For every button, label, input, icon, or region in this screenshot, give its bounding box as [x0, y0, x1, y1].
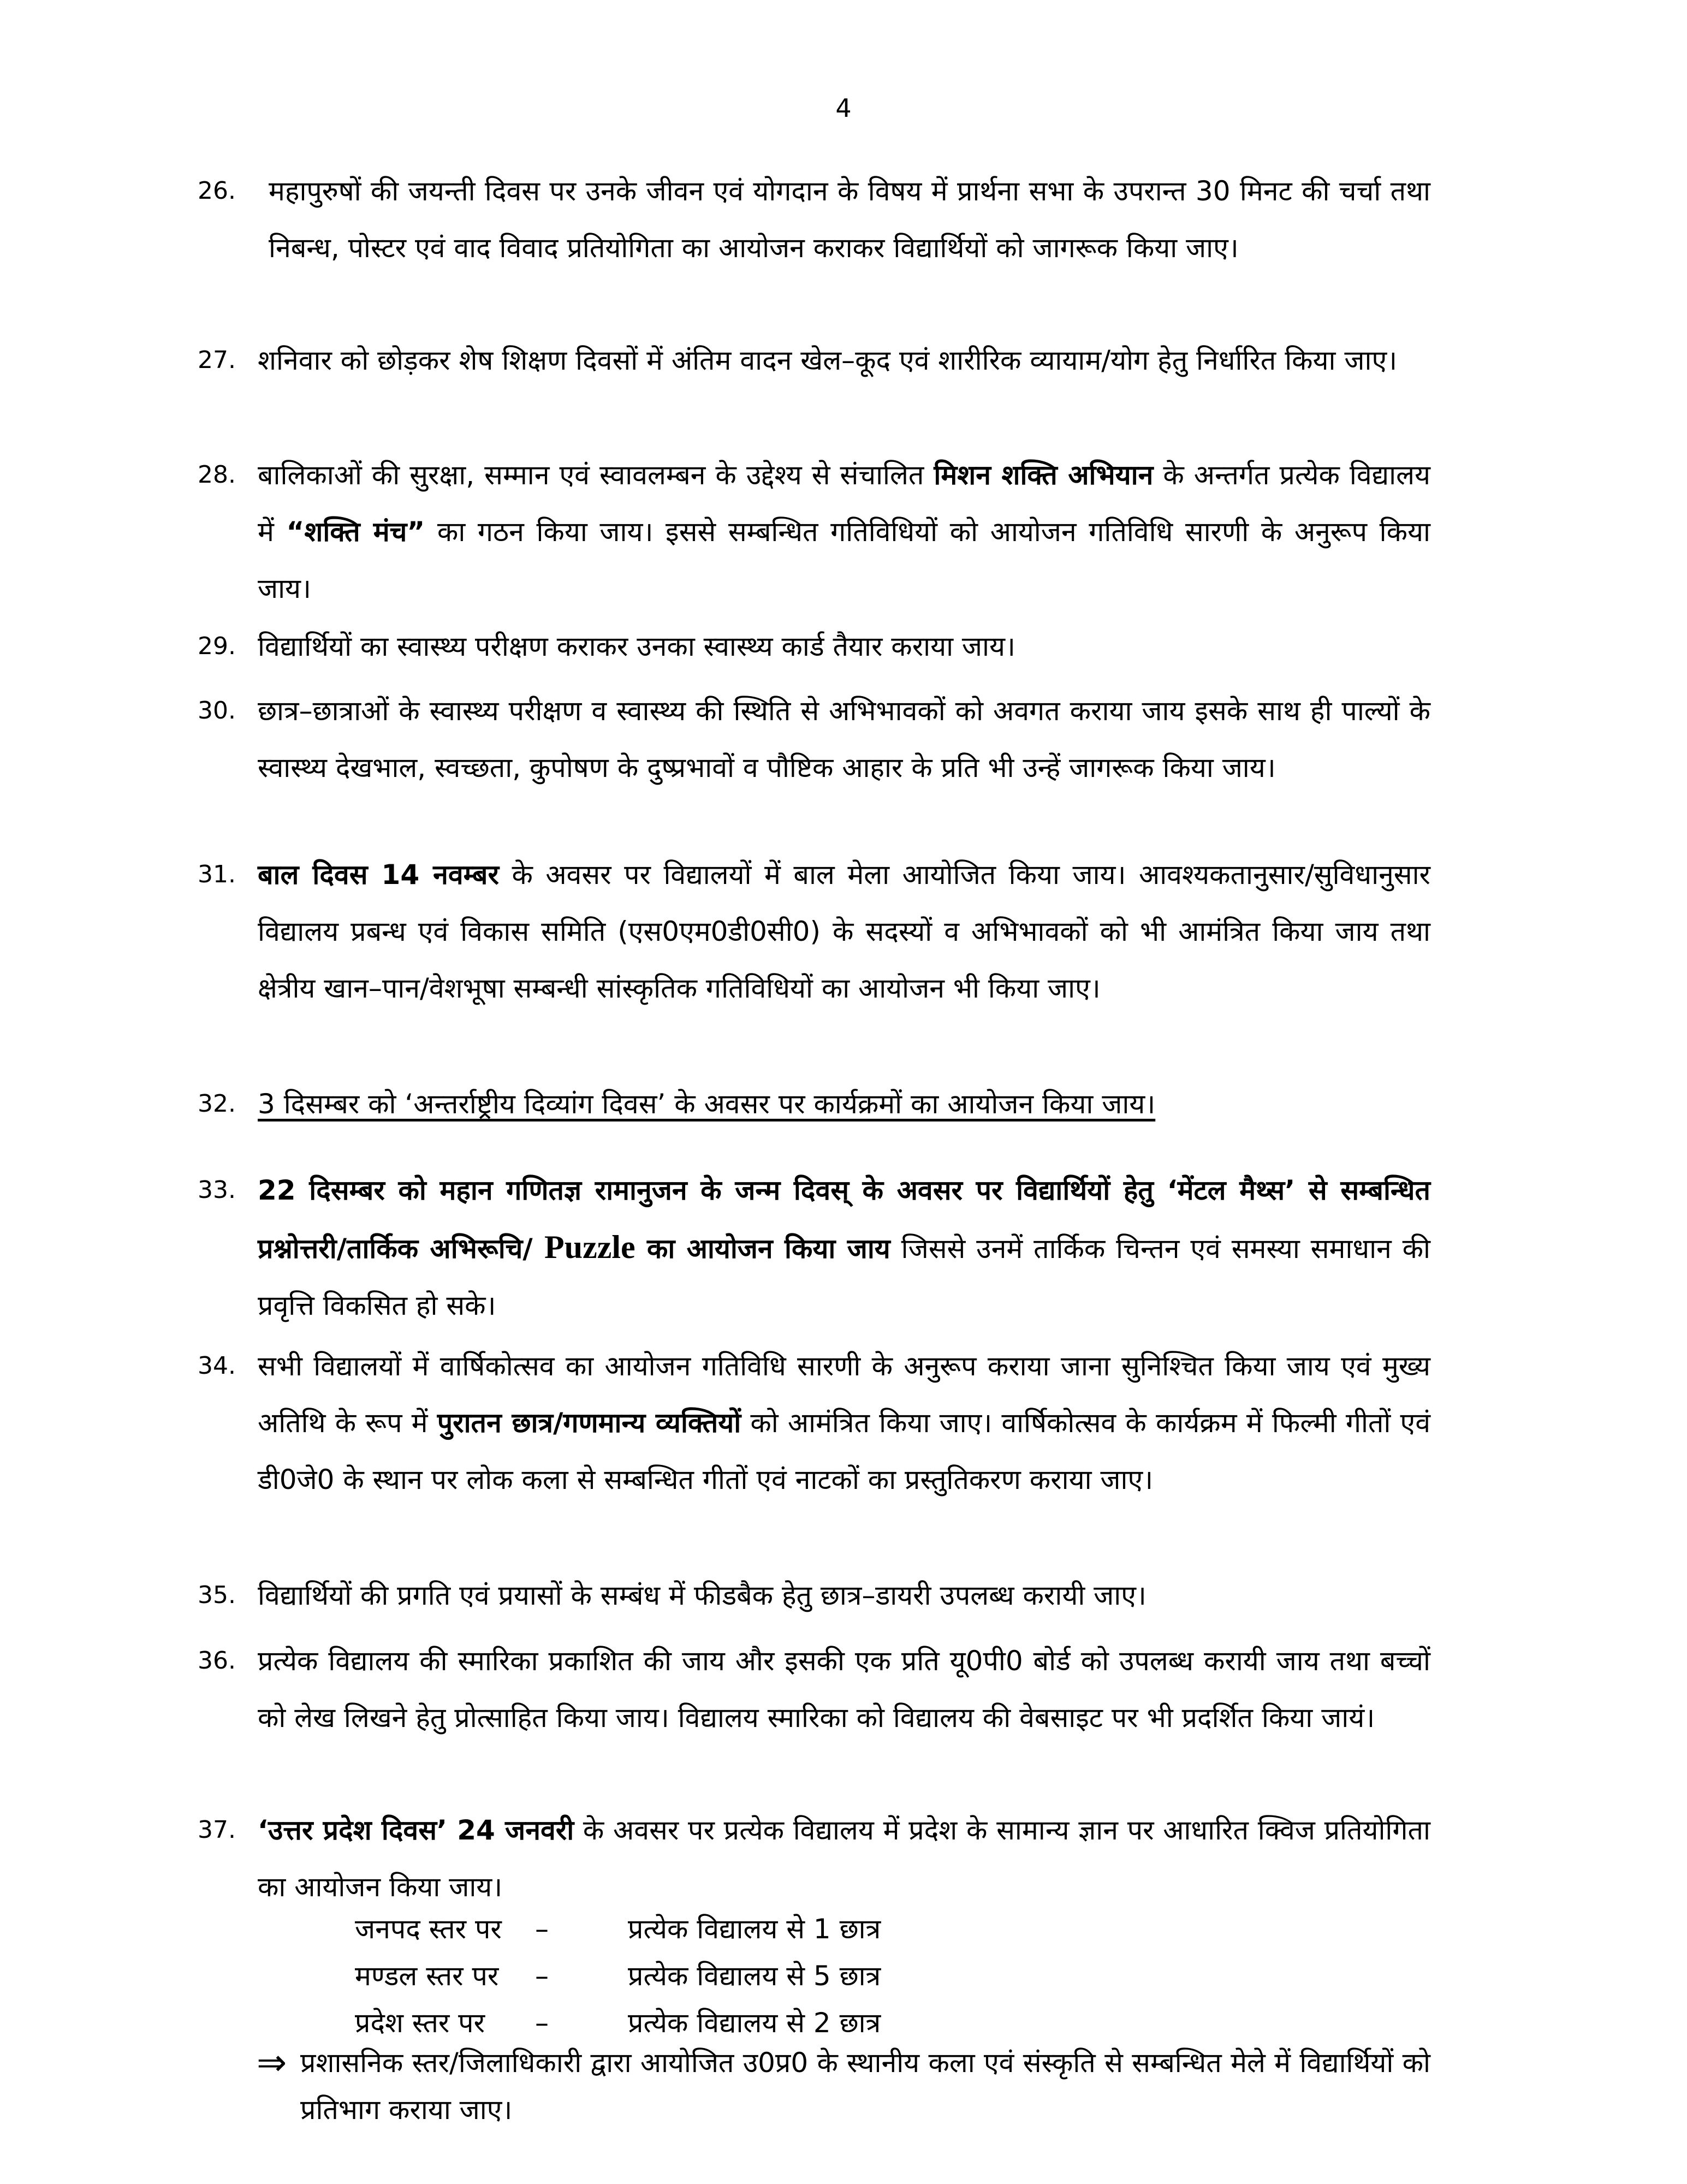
level-value: प्रत्येक विद्यालय से 5 छात्र [628, 1960, 881, 1992]
item-text-part: के अवसर पर प्रत्येक विद्यालय में प्रदेश के सामान्य ज्ञान पर आधारित क्विज प्रतियोगिता का आयोजन किया जाय। [258, 1814, 1430, 1903]
level-label: मण्डल स्तर पर [355, 1960, 499, 1992]
item-text-bold: का आयोजन किया जाय [635, 1233, 890, 1265]
list-item-36 [198, 1633, 1430, 1746]
list-item-27 [198, 332, 1430, 389]
list-item-30 [198, 682, 1430, 796]
note-text: प्रशासनिक स्तर/जिलाधिकारी द्वारा आयोजित उ0प्र0 के स्थानीय कला एवं संस्कृति से सम्बन्धित मेले में विद्यार्थियों को प्रतिभाग कराया जाए। [300, 2047, 1430, 2126]
underlined-text: 3 दिसम्बर को ‘अन्तर्राष्ट्रीय दिव्यांग दिवस’ के अवसर पर कार्यक्रमों का आयोजन किया जाय। [258, 1088, 1156, 1120]
item-text [258, 1076, 1430, 1132]
list-item-26 [198, 163, 1430, 276]
item-text-part: के अवसर पर विद्यालयों में बाल मेला आयोजित किया जाय। आवश्यकतानुसार/सुविधानुसार विद्यालय प्रबन्ध एवं विकास समिति (एस0एम0डी0सी0) के सदस्यों व अभिभावकों को भी आमंत्रित किया जाय तथा क्षेत्रीय खान–पान/वेशभूषा सम्बन्धी सांस्कृतिक गतिविधियों का आयोजन भी किया जाए। [258, 859, 1430, 1004]
item-text [258, 1802, 1430, 1915]
item-number: 27. [198, 346, 236, 374]
alumni-dignitaries: पुरातन छात्र/गणमान्य व्यक्तियों [437, 1407, 741, 1439]
level-value: प्रत्येक विद्यालय से 2 छात्र [628, 2007, 881, 2039]
item-number: 28. [198, 461, 236, 489]
up-day-date: ‘उत्तर प्रदेश दिवस’ 24 जनवरी [258, 1814, 574, 1846]
list-item-28 [198, 447, 1430, 617]
list-item-34 [198, 1338, 1430, 1508]
item-text-part: सभी विद्यालयों में वार्षिकोत्सव का आयोजन गतिविधि सारणी के अनुरूप कराया जाना सुनिश्चित किया जाय एवं मुख्य अतिथि के रूप में [258, 1350, 1430, 1439]
implication-note [257, 2039, 1430, 2133]
item-number: 36. [198, 1647, 236, 1675]
list-item-37 [198, 1802, 1430, 1915]
item-text: प्रत्येक विद्यालय की स्मारिका प्रकाशित की जाय और इसकी एक प्रति यू0पी0 बोर्ड को उपलब्ध करायी जाय तथा बच्चों को लेख लिखने हेतु प्रोत्साहित किया जाय। विद्यालय स्मारिका को विद्यालय की वेबसाइट पर भी प्रदर्शित किया जायं। [258, 1645, 1430, 1734]
item-text [258, 846, 1430, 1017]
item-number: 30. [198, 697, 236, 725]
list-item-32 [198, 1076, 1430, 1132]
item-number: 37. [198, 1816, 236, 1844]
item-text: विद्यार्थियों का स्वास्थ्य परीक्षण कराकर उनका स्वास्थ्य कार्ड तैयार कराया जाय। [258, 631, 1015, 662]
item-number: 29. [198, 632, 236, 660]
shakti-manch: “शक्ति मंच” [286, 516, 425, 548]
item-text [258, 1162, 1430, 1334]
item-number: 26. [198, 177, 236, 205]
item-number: 34. [198, 1352, 236, 1380]
item-number: 31. [198, 860, 236, 888]
item-number: 35. [198, 1581, 236, 1609]
list-item-33 [198, 1162, 1430, 1334]
item-text-part: को आमंत्रित किया जाए। वार्षिकोत्सव के कार्यक्रम में फिल्मी गीतों एवं डी0जे0 के स्थान पर लोक कला से सम्बन्धित गीतों एवं नाटकों का प्रस्तुतिकरण कराया जाए। [258, 1407, 1430, 1495]
level-label: जनपद स्तर पर [355, 1913, 502, 1945]
puzzle-word: Puzzle [544, 1229, 635, 1265]
item-text-part: बालिकाओं की सुरक्षा, सम्मान एवं स्वावलम्बन के उद्देश्य से संचालित [258, 459, 934, 491]
item-text: विद्यार्थियों की प्रगति एवं प्रयासों के सम्बंध में फीडबैक हेतु छात्र–डायरी उपलब्ध करायी जाए। [258, 1580, 1147, 1611]
item-text: छात्र–छात्राओं के स्वास्थ्य परीक्षण व स्वास्थ्य की स्थिति से अभिभावकों को अवगत कराया जाय इसके साथ ही पाल्यों के स्वास्थ्य देखभाल, स्वच्छता, कुपोषण के दुष्प्रभावों व पौष्टिक आहार के प्रति भी उन्हें जागरूक किया जाय। [258, 695, 1430, 784]
item-text-part: का गठन किया जाय। इससे सम्बन्धित गतिविधियों को आयोजन गतिविधि सारणी के अनुरूप किया जाय। [258, 516, 1430, 604]
level-label: प्रदेश स्तर पर [355, 2007, 485, 2039]
mission-shakti-campaign: मिशन शक्ति अभियान [934, 459, 1154, 491]
level-dash: – [535, 2007, 549, 2039]
item-text [258, 447, 1430, 617]
item-number: 33. [198, 1176, 236, 1204]
level-dash: – [535, 1960, 549, 1992]
list-item-29 [198, 618, 1430, 675]
item-text-part: जिससे उनमें तार्किक चिन्तन एवं समस्या समाधान की प्रवृत्ति विकसित हो सके। [258, 1233, 1430, 1321]
level-dash: – [535, 1913, 549, 1945]
item-text-part: के अन्तर्गत प्रत्येक विद्यालय में [258, 459, 1430, 548]
double-arrow-icon: ⇒ [257, 2041, 287, 2084]
level-value: प्रत्येक विद्यालय से 1 छात्र [628, 1913, 881, 1945]
item-number: 32. [198, 1090, 236, 1118]
list-item-35 [198, 1567, 1430, 1624]
item-text: महापुरुषों की जयन्ती दिवस पर उनके जीवन एवं योगदान के विषय में प्रार्थना सभा के उपरान्त 30 मिनट की चर्चा तथा निबन्ध, पोस्टर एवं वाद विवाद प्रतियोगिता का आयोजन कराकर विद्यार्थियों को जागरूक किया जाए। [269, 175, 1430, 264]
item-text: शनिवार को छोड़कर शेष शिक्षण दिवसों में अंतिम वादन खेल–कूद एवं शारीरिक व्यायाम/योग हेतु निर्धारित किया जाए। [258, 345, 1398, 376]
page-number: 4 [835, 93, 852, 123]
list-item-31 [198, 846, 1430, 1017]
item-text [258, 1338, 1430, 1508]
childrens-day-date: बाल दिवस 14 नवम्बर [258, 859, 499, 891]
item-text-bold: 22 दिसम्बर को महान गणितज्ञ रामानुजन के जन्म दिवस् के अवसर पर विद्यार्थियों हेतु ‘मेंटल मैथ्स’ से सम्बन्धित प्रश्नोत्तरी/तार्किक अभिरूचि/ [258, 1174, 1430, 1265]
